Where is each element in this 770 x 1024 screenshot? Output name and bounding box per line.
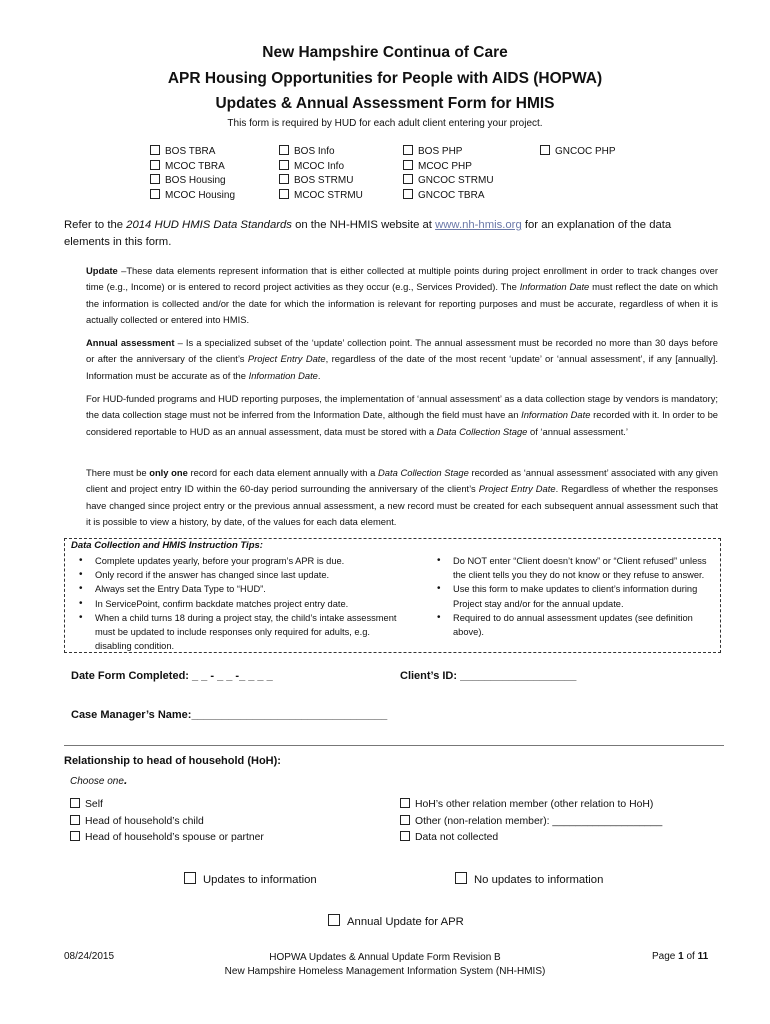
program-option[interactable]: BOS Housing <box>150 174 235 189</box>
checkbox-icon[interactable] <box>279 145 289 155</box>
checkbox-icon[interactable] <box>184 872 196 884</box>
checkbox-icon[interactable] <box>540 145 550 155</box>
program-option[interactable]: MCOC Housing <box>150 189 235 204</box>
relationship-option-not-collected[interactable]: Data not collected <box>400 830 662 847</box>
checkbox-icon[interactable] <box>150 145 160 155</box>
relationship-option-self[interactable]: Self <box>70 797 264 814</box>
checkbox-icon[interactable] <box>150 160 160 170</box>
form-title-line3: Updates & Annual Assessment Form for HMIS <box>215 95 555 112</box>
client-id-field[interactable]: Client’s ID: ___________________ <box>400 670 577 682</box>
checkbox-icon[interactable] <box>403 174 413 184</box>
program-option[interactable]: GNCOC STRMU <box>403 174 494 189</box>
checkbox-icon[interactable] <box>279 189 289 199</box>
program-column-3 <box>403 145 494 203</box>
list-item: • When a child turns 18 during a project stay, the child’s intake assessment must be updated to include responses only required for adults, e.g. disabling condition. <box>65 611 405 654</box>
instruction-tips-left <box>65 554 405 653</box>
date-form-completed-field[interactable]: Date Form Completed: _ _ - _ _ -_ _ _ _ <box>71 670 273 682</box>
checkbox-icon[interactable] <box>400 815 410 825</box>
program-option[interactable]: BOS PHP <box>403 145 494 160</box>
instruction-tips-heading: Data Collection and HMIS Instruction Tips: <box>71 540 263 551</box>
relationship-option-non-relation[interactable]: Other (non-relation member): ___________________ <box>400 814 662 831</box>
checkbox-icon[interactable] <box>455 872 467 884</box>
choose-one-note: Choose one. <box>70 773 128 787</box>
checkbox-icon[interactable] <box>150 189 160 199</box>
form-subtitle: This form is required by HUD for each adult client entering your project. <box>227 118 543 129</box>
program-option[interactable]: MCOC STRMU <box>279 189 363 204</box>
hud-paragraph: For HUD-funded programs and HUD reporting purposes, the implementation of ‘annual assessment’ as a data collection stage by vendors is mandatory; the data collection stage must not be inferred from the Information Date, although the field must have an Information Date recorded with it. In order to be considered reportable to HUD as an annual assessment, data must be stored with a Data Collection Stage of ‘annual assessment.’ <box>86 393 718 437</box>
program-option[interactable]: GNCOC PHP <box>540 145 616 160</box>
hmis-website-link[interactable]: www.nh-hmis.org <box>435 219 522 231</box>
checkbox-icon[interactable] <box>70 815 80 825</box>
refer-paragraph: Refer to the 2014 HUD HMIS Data Standards on the NH-HMIS website at www.nh-hmis.org for an explanation of the data elements in this form. <box>64 219 672 248</box>
relationship-option-spouse[interactable]: Head of household’s spouse or partner <box>70 830 264 847</box>
list-item: • Only record if the answer has changed since last update. <box>65 568 405 582</box>
checkbox-icon[interactable] <box>279 174 289 184</box>
form-title-line1: New Hampshire Continua of Care <box>262 44 508 61</box>
page-number: Page 1 of 11 <box>652 951 709 962</box>
annual-assessment-definition: Annual assessment – Is a specialized subset of the ‘update’ collection point. The annual assessment must be recorded no more than 30 days before or after the anniversary of the client’s Project Entry Date, regardless of the date of the most recent ‘update’ or ‘annual assessment’, if any [annually]. Information must be accurate as of the Information Date. <box>86 337 718 381</box>
program-column-1 <box>150 145 235 203</box>
program-option[interactable]: GNCOC TBRA <box>403 189 494 204</box>
case-manager-name-field[interactable]: Case Manager’s Name:________________________________ <box>71 709 388 721</box>
list-item: • Required to do annual assessment updates (see definition above). <box>423 611 713 639</box>
program-option[interactable]: MCOC TBRA <box>150 160 235 175</box>
list-item: • Do NOT enter “Client doesn’t know” or “Client refused” unless the client tells you they do not know or they refuse to answer. <box>423 554 713 582</box>
instruction-tips-right <box>423 554 713 639</box>
footer-date: 08/24/2015 <box>64 951 115 962</box>
list-item: • Use this form to make updates to client’s information during Project stay and/or for the annual update. <box>423 582 713 610</box>
program-option[interactable]: BOS TBRA <box>150 145 235 160</box>
program-column-2 <box>279 145 363 203</box>
checkbox-icon[interactable] <box>400 798 410 808</box>
footer-center: HOPWA Updates & Annual Update Form Revision B New Hampshire Homeless Management Information System (NH-HMIS) <box>224 952 546 977</box>
program-option[interactable]: MCOC Info <box>279 160 363 175</box>
update-definition: Update –These data elements represent information that is either collected at multiple points during project enrollment in order to track changes over time (e.g., Income) or is entered to record project activities as they occur (e.g., Services Provided). The Information Date must reflect the date on which the information is collected and/or the date for which the information is relevant for reporting purposes and must be accurate, regardless of when it is actually collected or entered into HMIS. <box>86 265 719 325</box>
checkbox-icon[interactable] <box>400 831 410 841</box>
checkbox-icon[interactable] <box>403 145 413 155</box>
relationship-options-left <box>70 797 264 847</box>
list-item: • In ServicePoint, confirm backdate matches project entry date. <box>65 597 405 611</box>
relationship-options-right <box>400 797 662 847</box>
checkbox-icon[interactable] <box>70 831 80 841</box>
program-option[interactable]: MCOC PHP <box>403 160 494 175</box>
relationship-option-child[interactable]: Head of household’s child <box>70 814 264 831</box>
program-option[interactable]: BOS Info <box>279 145 363 160</box>
checkbox-icon[interactable] <box>328 914 340 926</box>
checkbox-icon[interactable] <box>403 160 413 170</box>
list-item: • Complete updates yearly, before your program’s APR is due. <box>65 554 405 568</box>
list-item: • Always set the Entry Data Type to “HUD”. <box>65 582 405 596</box>
relationship-heading: Relationship to head of household (HoH): <box>64 755 281 767</box>
checkbox-icon[interactable] <box>279 160 289 170</box>
updates-to-information-option[interactable]: Updates to information <box>184 872 317 886</box>
no-updates-option[interactable]: No updates to information <box>455 872 603 886</box>
relationship-option-other-relation[interactable]: HoH’s other relation member (other relation to HoH) <box>400 797 662 814</box>
instruction-tips-box <box>64 538 721 653</box>
checkbox-icon[interactable] <box>150 174 160 184</box>
program-option[interactable]: BOS STRMU <box>279 174 363 189</box>
checkbox-icon[interactable] <box>403 189 413 199</box>
program-column-4 <box>540 145 616 160</box>
only-one-paragraph: There must be only one record for each data element annually with a Data Collection Stage recorded as ‘annual assessment’ associated with any given client and project entry ID within the 60-day period surrounding the anniversary of the client’s Project Entry Date. Regardless of whether the responses have changed since project entry or the previous annual assessment, a new record must be created for each subsequent annual assessment such that it is possible to view a history, by date, of the values for each data element. <box>86 467 718 527</box>
annual-update-option[interactable]: Annual Update for APR <box>328 914 464 928</box>
checkbox-icon[interactable] <box>70 798 80 808</box>
form-title-line2: APR Housing Opportunities for People with AIDS (HOPWA) <box>167 70 603 87</box>
section-divider <box>64 745 724 746</box>
